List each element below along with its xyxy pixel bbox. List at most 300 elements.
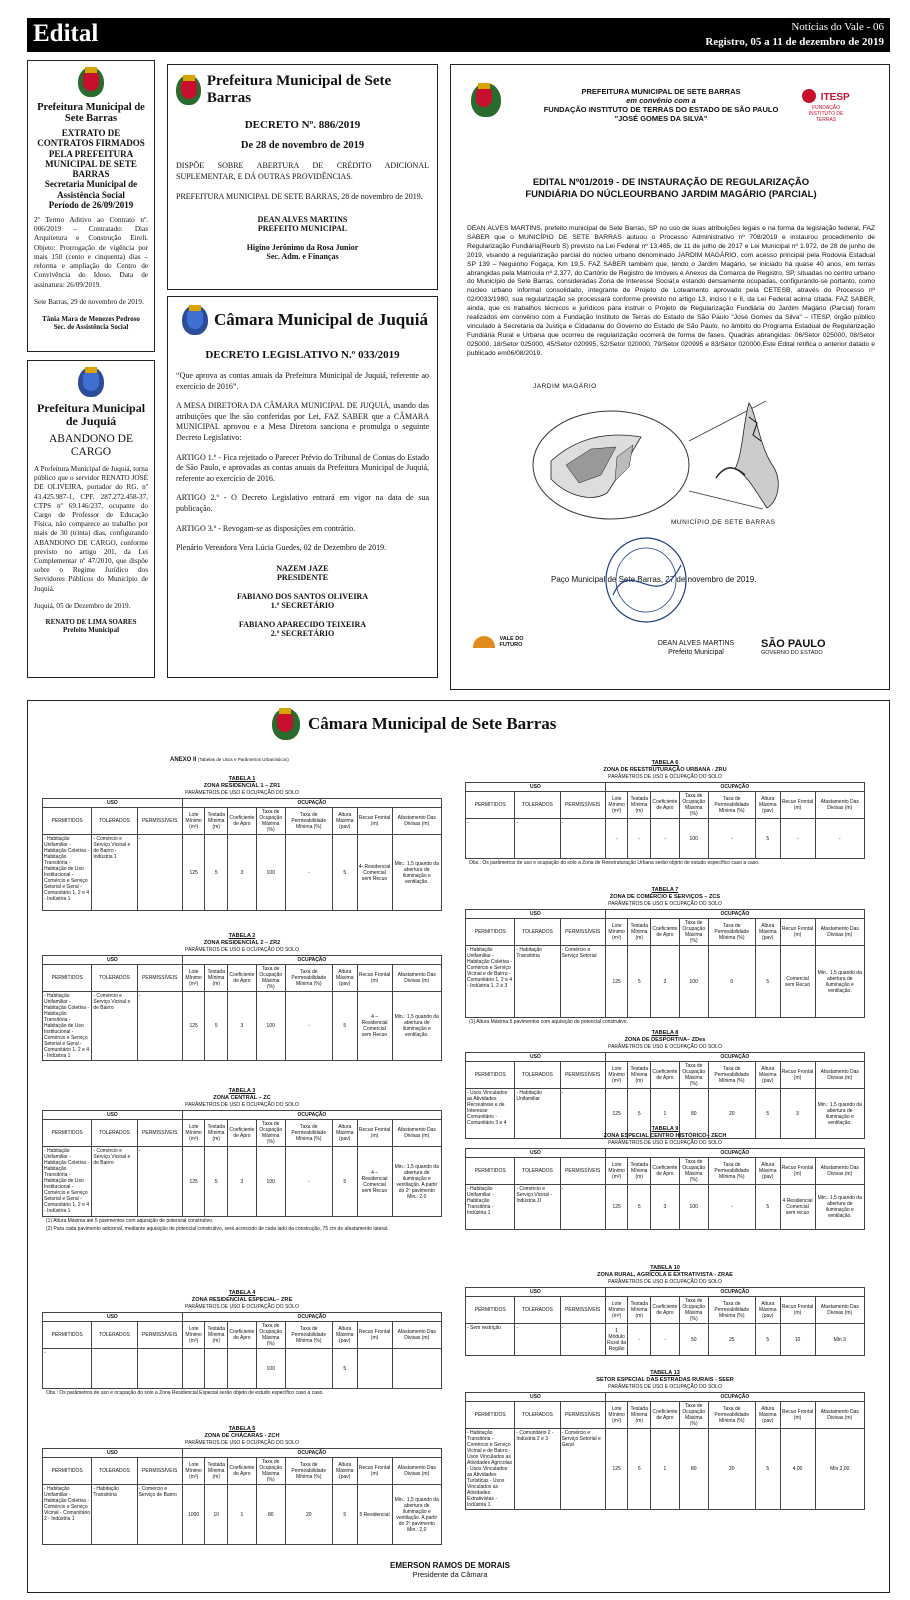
header-line: em convênio com a xyxy=(626,96,696,105)
location-map xyxy=(521,383,831,533)
table-cell: - Comércio e Serviço Vicinal e de Bairro xyxy=(92,1147,137,1217)
column-header: Testada Mínima (m) xyxy=(205,1120,228,1147)
legislative-decree-033-notice xyxy=(167,296,438,678)
table-cell: - Comércio e Serviço de Bairro xyxy=(137,1485,182,1545)
column-header: Recuo Frontal (m) xyxy=(357,1458,392,1485)
signer-role: PREFEITO MUNICIPAL xyxy=(257,223,348,233)
column-header: Coeficiente de Apro xyxy=(651,1297,680,1324)
column-header: Testada Mínima (m) xyxy=(205,965,228,992)
vale-logo-icon xyxy=(473,636,495,648)
table-cell: - Habitação Transitória - Comércio e Serviço Vicinal e de Bairro - Usos Vinculados as Atividades Agrícolas - Usos Vinculados as Atividades Turísticas - Usos Vinculados as Atividades Extrativistas - Indústria 1 xyxy=(466,1429,515,1510)
table-cell: - Comércio e Serviço Vicinal e de Bairro - Indústria 1 xyxy=(92,835,137,911)
itesp-logo-text: ITESP xyxy=(820,92,850,103)
table-cell: 100 xyxy=(256,835,285,911)
column-header: Taxa de Ocupação Máxima (%) xyxy=(679,919,708,946)
table-row xyxy=(43,835,442,911)
table-cell xyxy=(228,1349,257,1389)
column-header: Testada Mínima (m) xyxy=(628,1297,651,1324)
table-cell xyxy=(92,1349,137,1389)
table-cell: - xyxy=(285,835,332,911)
column-header: PERMISSÍVEIS xyxy=(560,1297,605,1324)
table-cell: 4,00 xyxy=(780,1429,815,1510)
table-cell: - xyxy=(780,819,815,859)
table-cell: 80 xyxy=(679,1429,708,1510)
edition-date: Registro, 05 a 11 de dezembro de 2019 xyxy=(705,36,884,48)
table-cell: - Comércio e Serviço Vicinal e de Bairro xyxy=(92,992,137,1061)
decree-article: ARTIGO 1.º - Fica rejeitado o Parecer Prévio do Tribunal de Contas do Estado de São Paulo, e aprovadas as contas anuais da Prefeitura Municipal de Juquiá, referente ao exercício de 2016. xyxy=(176,452,429,483)
table-cell: - xyxy=(560,1185,605,1230)
table-cell: - xyxy=(137,1147,182,1217)
column-header: Taxa de Ocupação Máxima (%) xyxy=(256,965,285,992)
table-number: TABELA 8 xyxy=(651,1030,679,1036)
column-header: TOLERADOS xyxy=(515,1062,560,1089)
decree-date: De 28 de novembro de 2019 xyxy=(240,140,365,151)
table-row xyxy=(466,946,865,1018)
zone-name: ZONA DE COMÉRCIO E SERVIÇOS – ZCS xyxy=(609,894,721,900)
column-header: PERMISSÍVEIS xyxy=(560,1402,605,1429)
column-header: PERMISSÍVEIS xyxy=(137,1458,182,1485)
signer-role: Sec. Adm. e Finanças xyxy=(266,251,339,261)
table-cell: 25 xyxy=(708,1324,755,1356)
table-cell: 125 xyxy=(182,992,205,1061)
column-header: Lote Mínimo (m²) xyxy=(605,1297,628,1324)
zoning-table xyxy=(42,798,442,911)
table-cell xyxy=(392,1349,441,1389)
decree-886-notice xyxy=(167,64,438,290)
table-cell: 5 xyxy=(332,1349,357,1389)
coat-of-arms-icon xyxy=(78,367,104,397)
table-cell: 125 xyxy=(605,1429,628,1510)
table-title xyxy=(42,1426,442,1447)
header-line: "JOSÉ GOMES DA SILVA" xyxy=(614,114,708,123)
column-header: Coeficiente de Apro xyxy=(228,1120,257,1147)
signer-name: EMERSON RAMOS DE MORAIS xyxy=(389,1561,510,1570)
table-note: (2) Para cada pavimento adicional, mediante aquisição de potencial construtivo, será acrescido de cada lado da construção, 75 cm de afastamento lateral. xyxy=(46,1226,389,1232)
annex-subtitle: (Tabelas de Usos e Parâmetros Urbanísticos) xyxy=(198,757,289,762)
table-subtitle: PARÂMETROS DE USO E OCUPAÇÃO DO SOLO xyxy=(608,901,722,907)
signer-role: 1.º SECRETÁRIO xyxy=(270,600,335,610)
group-header: OCUPAÇÃO xyxy=(182,799,441,808)
column-header: Taxa de Permeabilidade Mínima (%) xyxy=(708,919,755,946)
column-header: Taxa de Permeabilidade Mínima (%) xyxy=(708,1062,755,1089)
decree-summary: DISPÕE SOBRE ABERTURA DE CRÉDITO ADICIONAL SUPLEMENTAR, E DÁ OUTRAS PROVIDÊNCIAS. xyxy=(176,161,429,181)
zoning-table xyxy=(42,1448,442,1545)
column-header: PERMITIDOS xyxy=(43,808,92,835)
notice-place: Sete Barras, 29 de novembro de 2019. xyxy=(34,297,144,306)
zoning-table xyxy=(465,1287,865,1356)
table-title xyxy=(465,1370,865,1391)
table-cell: - Habitação Unifamiliar - Habitação Coletiva - Habitação Transitória - Habitação de Uso Institucional - Comércio e Serviço Setorial e Geral - Comunitário 1, 2 e 4 - Indústria 1 xyxy=(43,1147,92,1217)
map-label: JARDIM MAGÁRIO xyxy=(533,383,597,390)
column-header: Altura Máxima (pav) xyxy=(332,808,357,835)
edital-title: EDITAL Nº01/2019 - DE INSTAURAÇÃO DE REGULARIZAÇÃO FUNDIÁRIA DO NÚCLEOURBANO JARDIM MAGÁRIO (PARCIAL) xyxy=(525,177,817,200)
group-header: USO xyxy=(466,1393,606,1402)
signer-role: PRESIDENTE xyxy=(276,572,329,582)
table-cell: - Comércio e Serviço Vicinal - Indústria 1I xyxy=(515,1185,560,1230)
coat-of-arms-icon xyxy=(182,305,208,335)
column-header: PERMISSÍVEIS xyxy=(560,1158,605,1185)
column-header: Taxa de Permeabilidade Mínima (%) xyxy=(285,1120,332,1147)
table-cell: - xyxy=(628,1324,651,1356)
table-cell: 100 xyxy=(256,1147,285,1217)
table-cell: - xyxy=(651,1324,680,1356)
table-row xyxy=(466,1429,865,1510)
table-cell: 125 xyxy=(605,1185,628,1230)
table-title xyxy=(42,933,442,954)
column-header: TOLERADOS xyxy=(92,965,137,992)
table-cell: - Habitação Transitória xyxy=(515,946,560,1018)
column-header: PERMISSÍVEIS xyxy=(560,792,605,819)
table-cell: 125 xyxy=(605,946,628,1018)
table-cell: 20 xyxy=(708,1429,755,1510)
table-cell: - Habitação Unifamiliar - Habitação Coletiva - Habitação Transitória - Habitação de Uso Institucional - Comércio e Serviço Setorial e Geral - Comunitário 1, 2 e 4 - Indústria 1 xyxy=(43,992,92,1061)
table-cell: - xyxy=(560,1324,605,1356)
zone-name: ZONA CENTRAL – ZC xyxy=(213,1095,271,1101)
column-header: Lote Mínimo (m²) xyxy=(605,1062,628,1089)
column-header: Altura Máxima (pav) xyxy=(755,1297,780,1324)
org-name: Câmara Municipal de Juquiá xyxy=(214,310,428,329)
table-cell: - xyxy=(515,819,560,859)
table-cell: - xyxy=(285,992,332,1061)
table-cell: 100 xyxy=(256,1349,285,1389)
column-header: Testada Mínima (m) xyxy=(628,792,651,819)
decree-article: ARTIGO 2.º - O Decreto Legislativo entrará em vigor na data de sua publicação. xyxy=(176,493,429,513)
logo-text: SÃO PAULO xyxy=(761,638,826,650)
column-header: Lote Mínimo (m²) xyxy=(182,1120,205,1147)
table-cell: 3 xyxy=(780,1089,815,1139)
column-header: Altura Máxima (pav) xyxy=(755,792,780,819)
table-number: TABELA 7 xyxy=(651,887,679,893)
notice-period: Período de 26/09/2019 xyxy=(48,200,134,211)
signer-name: Tânia Mara de Menezes Pedroso xyxy=(42,314,140,323)
annex-title xyxy=(170,757,289,763)
zone-name: ZONA RESIDENCIAL 1 – ZR1 xyxy=(203,783,281,789)
group-header: USO xyxy=(43,1313,183,1322)
column-header: Afastamento Das Divisas (m) xyxy=(392,1120,441,1147)
column-header: TOLERADOS xyxy=(92,1458,137,1485)
column-header: TOLERADOS xyxy=(515,792,560,819)
table-cell: 5 xyxy=(205,1147,228,1217)
org-name: Prefeitura Municipal de Sete Barras xyxy=(206,73,392,106)
table-cell: Min.: 1,5 quando da abertura de iluminação e ventilação. xyxy=(815,946,864,1018)
group-header: OCUPAÇÃO xyxy=(605,1288,864,1297)
table-number: TABELA 4 xyxy=(228,1290,256,1296)
table-subtitle: PARÂMETROS DE USO E OCUPAÇÃO DO SOLO xyxy=(185,1304,299,1310)
table-cell xyxy=(205,1349,228,1389)
table-cell: 5 xyxy=(628,946,651,1018)
org-name: Prefeitura Municipal de Juquiá xyxy=(36,401,146,428)
notice-title: ABANDONO DE CARGO xyxy=(48,433,133,458)
column-header: TOLERADOS xyxy=(92,1322,137,1349)
logo-text: VALE DO xyxy=(499,635,524,642)
column-header: Recuo Frontal (m) xyxy=(780,1062,815,1089)
table-note: Obs.: Os parâmetros de uso e ocupação do solo a Zona de Reestruturação Urbana serão objeto de estudo específico caso a caso. xyxy=(469,860,760,866)
signer-name: DEAN ALVES MARTINS xyxy=(657,640,735,647)
table-title xyxy=(42,1088,442,1109)
zoning-table xyxy=(42,1312,442,1389)
annex-header xyxy=(272,708,556,740)
column-header: Afastamento Das Divisas (m) xyxy=(392,965,441,992)
column-header: Taxa de Ocupação Máxima (%) xyxy=(679,1062,708,1089)
group-header: USO xyxy=(466,783,606,792)
table-cell: 1 Módulo Rural da Região xyxy=(605,1324,628,1356)
column-header: Altura Máxima (pav) xyxy=(332,965,357,992)
zoning-table xyxy=(465,1148,865,1230)
table-cell: 20 xyxy=(285,1485,332,1545)
column-header: PERMISSÍVEIS xyxy=(137,965,182,992)
column-header: Taxa de Permeabilidade Mínima (%) xyxy=(285,808,332,835)
column-header: Afastamento Das Divisas (m) xyxy=(815,1297,864,1324)
table-subtitle: PARÂMETROS DE USO E OCUPAÇÃO DO SOLO xyxy=(608,1384,722,1390)
signer-role: Prefeito Municipal xyxy=(668,649,724,656)
column-header: Testada Mínima (m) xyxy=(628,919,651,946)
table-cell: - xyxy=(137,835,182,911)
column-header: Recuo Frontal (m) xyxy=(780,1297,815,1324)
table-subtitle: PARÂMETROS DE USO E OCUPAÇÃO DO SOLO xyxy=(608,1044,722,1050)
column-header: Testada Mínima (m) xyxy=(205,808,228,835)
decree-paragraph: “Que aprova as contas anuais da Prefeitura Municipal de Juquiá, referente ao exercício de 2016”. xyxy=(176,371,429,391)
column-header: PERMISSÍVEIS xyxy=(137,808,182,835)
signer-role: Prefeito Municipal xyxy=(62,626,120,635)
table-cell: 5 xyxy=(755,946,780,1018)
group-header: OCUPAÇÃO xyxy=(182,1313,441,1322)
column-header: Taxa de Permeabilidade Mínima (%) xyxy=(285,1322,332,1349)
column-header: Afastamento Das Divisas (m) xyxy=(815,792,864,819)
table-cell: - xyxy=(628,819,651,859)
column-header: Testada Mínima (m) xyxy=(205,1322,228,1349)
column-header: Testada Mínima (m) xyxy=(628,1062,651,1089)
column-header: Altura Máxima (pav) xyxy=(755,1062,780,1089)
table-cell: 5 xyxy=(755,1324,780,1356)
table-cell xyxy=(182,1349,205,1389)
signer-name: DEAN ALVES MARTINS xyxy=(257,214,348,224)
table-cell: 5 xyxy=(755,1089,780,1139)
table-number: TABELA 13 xyxy=(650,1370,680,1376)
table-cell: 5 xyxy=(332,835,357,911)
table-cell: - Habitação Unifamiliar - Habitação Coletiva - Comércio e Serviço Vicinal - Comunitário 2 - Indústria 1 xyxy=(43,1485,92,1545)
column-header: Taxa de Ocupação Máxima (%) xyxy=(256,808,285,835)
group-header: USO xyxy=(466,1288,606,1297)
table-cell: 100 xyxy=(679,946,708,1018)
table-cell: 100 xyxy=(679,819,708,859)
column-header: Testada Mínima (m) xyxy=(628,1402,651,1429)
table-cell: 5 xyxy=(755,1185,780,1230)
table-title xyxy=(42,776,442,797)
table-note: Obs.: Os parâmetros de uso e ocupação do solo a Zona Residencial Especial serão objeto de estudo específico caso a caso. xyxy=(46,1390,324,1396)
table-cell: - xyxy=(708,1185,755,1230)
column-header: Coeficiente de Apro xyxy=(651,792,680,819)
column-header: Coeficiente de Apro xyxy=(651,919,680,946)
decree-article: ARTIGO 3.º - Revogam-se as disposições em contrário. xyxy=(176,523,356,533)
group-header: OCUPAÇÃO xyxy=(182,1449,441,1458)
table-cell: 125 xyxy=(605,1089,628,1139)
table-row xyxy=(466,1324,865,1356)
table-cell: 100 xyxy=(256,992,285,1061)
group-header: OCUPAÇÃO xyxy=(182,1111,441,1120)
column-header: Taxa de Permeabilidade Mínima (%) xyxy=(285,1458,332,1485)
table-cell: 10 xyxy=(780,1324,815,1356)
column-header: PERMITIDOS xyxy=(466,919,515,946)
table-cell: - Habitação Unifamiliar - Habitação Transitória - Indústria 1 xyxy=(466,1185,515,1230)
edital-signer xyxy=(641,639,751,657)
table-cell: 5 xyxy=(628,1185,651,1230)
table-cell: - Habitação Unifamiliar xyxy=(515,1089,560,1139)
coat-of-arms-icon xyxy=(471,83,501,117)
zoning-table xyxy=(42,1110,442,1217)
table-number: TABELA 10 xyxy=(650,1265,680,1271)
signer-name: NAZEM JAZE xyxy=(276,563,329,573)
table-cell: - Sem restrição xyxy=(466,1324,515,1356)
table-cell: - xyxy=(285,1147,332,1217)
column-header: Taxa de Permeabilidade Mínima (%) xyxy=(708,1297,755,1324)
table-cell: - xyxy=(605,819,628,859)
column-header: PERMISSÍVEIS xyxy=(137,1120,182,1147)
group-header: OCUPAÇÃO xyxy=(605,1149,864,1158)
column-header: PERMITIDOS xyxy=(466,1297,515,1324)
notice-subtitle: Secretaria Municipal de Assistência Social xyxy=(44,179,138,200)
table-cell: - Habitação Unifamiliar - Habitação Coletiva - Habitação Transitória - Habitação de Uso Institucional - Comércio e Serviço Setorial e Geral - Comunitário 1, 2 e 4 - Indústria 1 xyxy=(43,835,92,911)
table-cell: 5 xyxy=(628,1089,651,1139)
column-header: Altura Máxima (pav) xyxy=(755,1402,780,1429)
column-header: Coeficiente de Apro xyxy=(651,1402,680,1429)
notice-place: Juquiá, 05 de Dezembro de 2019. xyxy=(34,601,131,610)
column-header: TOLERADOS xyxy=(515,1402,560,1429)
column-header: Lote Mínimo (m²) xyxy=(605,919,628,946)
column-header: Taxa de Ocupação Máxima (%) xyxy=(256,1120,285,1147)
header-line: PREFEITURA MUNICIPAL DE SETE BARRAS xyxy=(581,87,741,96)
column-header: Recuo Frontal (m) xyxy=(357,808,392,835)
stamp-drawing xyxy=(601,535,691,625)
column-header: Lote Mínimo (m²) xyxy=(182,1322,205,1349)
table-cell: 4 Residencial Comercial sem recuo xyxy=(780,1185,815,1230)
newspaper-section: Notícias do Vale - 06 xyxy=(791,21,884,33)
column-header: Coeficiente de Apro xyxy=(228,1458,257,1485)
column-header: Coeficiente de Apro xyxy=(651,1158,680,1185)
column-header: TOLERADOS xyxy=(92,1120,137,1147)
table-number: TABELA 6 xyxy=(651,760,679,766)
edital-body: DEAN ALVES MARTINS, prefeito municipal de Sete Barras, SP no uso de suas atribuições legais e na forma da legislação federal, FAZ SABER que o MUNICÍPIO DE SETE BARRAS autuou o Processo Administrativo nº 708/2019 e instaurou procedimento de Regularização Fundiária(Reurb S) previsto na Lei Federal nº 13.465, de 11 de julho de 2017 e Lei Municipal nº 1.972, de 28 de junho de 2019, visando a regularização parcial do núcleo urbano denominado JARDIM MAGÁRIO, com acesso principal pela Rodovia Estadual SP 139 – Neguinho Fogaça, Km 19,5. FAZ SABER também que, tendo o Jardim Magário, se iniciado há quase 40 anos, em terras abrangidas pela Matrícula nº 2.377, do Cartório de Registro de Imóveis e Anexos da Comarca de Registro, SP, situadas no centro urbano do Município de Sete Barras, consideradas Zona de Interesse Social,e estando densamente ocupadas, configurando-se portanto, como núcleo urbano informal consolidado, integrante de Projeto de Loteamento aprovado pela CETESB, através do Processo nº 02/0033/1980, sua regularização se processará conforme previsto no artigo 13, inciso I e II, da Lei Federal acima citada. FAZ SABER, ainda, que os trabalhos técnicos e jurídicos para instruir o Projeto de Regularização Fundiária do Jardim Magário (Parcial) foram realizados em convênio com a Fundação Instituto de Terras do Estado de São Paulo "José Gomes da Silva" – ITESP, órgão público vinculado à Secretaria da Justiça e Cidadania do Governo do Estado de São Paulo, no âmbito do Programa Estadual de Regularização Fundiária Rural e Urbana que ocorreu de regularização ocorrerá de forma de fases. Quadras abrangidas: 06/Setor 025000, 08/Setor 025000, 18/Setor 025000, 45/Setor 020995, 52/Setor 020000, 79/Setor 020995 e 83/Setor 020000.Este Edital retifica o anterior datado e publicado em06/08/2019. xyxy=(467,225,875,357)
column-header: Taxa de Ocupação Máxima (%) xyxy=(679,1297,708,1324)
column-header: Afastamento Das Divisas (m) xyxy=(815,919,864,946)
column-header: Coeficiente de Apro xyxy=(228,965,257,992)
table-cell: 1 xyxy=(228,1485,257,1545)
column-header: Lote Mínimo (m²) xyxy=(605,792,628,819)
table-cell: 80 xyxy=(256,1485,285,1545)
column-header: Recuo Frontal (m) xyxy=(357,965,392,992)
table-row xyxy=(466,819,865,859)
column-header: Testada Mínima (m) xyxy=(205,1458,228,1485)
decree-place: Plenário Vereadora Vera Lúcia Guedes, 02 de Dezembro de 2019. xyxy=(176,543,387,553)
table-cell: - Comércio e Serviço Setorial e Geral xyxy=(560,1429,605,1510)
group-header: USO xyxy=(466,1053,606,1062)
extract-contracts-notice xyxy=(27,60,155,352)
table-cell: 50 xyxy=(679,1324,708,1356)
column-header: Altura Máxima (pav) xyxy=(755,1158,780,1185)
table-cell: 5 xyxy=(755,1429,780,1510)
table-subtitle: PARÂMETROS DE USO E OCUPAÇÃO DO SOLO xyxy=(185,1440,299,1446)
table-title xyxy=(465,887,865,908)
group-header: OCUPAÇÃO xyxy=(182,956,441,965)
group-header: OCUPAÇÃO xyxy=(605,1053,864,1062)
table-cell: Min.: 1,5 quando da abertura de iluminação e ventilação. xyxy=(815,1185,864,1230)
table-title xyxy=(465,1030,865,1051)
column-header: Lote Mínimo (m²) xyxy=(182,1458,205,1485)
zone-name: ZONA RESIDENCIAL 2 – ZR2 xyxy=(203,940,281,946)
signer-role: Presidente da Câmara xyxy=(412,1570,488,1579)
group-header: USO xyxy=(43,799,183,808)
column-header: Lote Mínimo (m²) xyxy=(182,808,205,835)
map-label: MUNICÍPIO DE SETE BARRAS xyxy=(671,519,776,526)
table-cell: 5 xyxy=(205,835,228,911)
column-header: Recuo Frontal (m) xyxy=(780,792,815,819)
column-header: Coeficiente de Apro xyxy=(228,1322,257,1349)
table-cell: 5 xyxy=(332,1485,357,1545)
column-header: PERMISSÍVEIS xyxy=(137,1322,182,1349)
annex-org-title: Câmara Municipal de Sete Barras xyxy=(308,714,557,733)
column-header: Taxa de Permeabilidade Mínima (%) xyxy=(708,1402,755,1429)
zoning-table xyxy=(465,1392,865,1510)
table-cell: 125 xyxy=(182,1147,205,1217)
table-cell: - xyxy=(560,1089,605,1139)
column-header: Afastamento Das Divisas (m) xyxy=(392,808,441,835)
table-cell: 4 – Residencial Comercial sem Recuo xyxy=(357,992,392,1061)
group-header: USO xyxy=(466,910,606,919)
table-cell: - Habitação Unifamiliar - Habitação Coletiva - Comércio e Serviço Vicinal e de Bairro - Comunitário 1, 2 e 4 - Indústria 1, 2 e 3 xyxy=(466,946,515,1018)
table-cell: Min.: 1,5 quando da abertura de iluminação e ventilação. xyxy=(392,992,441,1061)
column-header: Afastamento Das Divisas (m) xyxy=(815,1402,864,1429)
column-header: Taxa de Permeabilidade Mínima (%) xyxy=(708,792,755,819)
column-header: Taxa de Ocupação Máxima (%) xyxy=(256,1322,285,1349)
table-cell: 4 – Residencial Comercial sem Recuo xyxy=(357,1147,392,1217)
coat-of-arms-icon xyxy=(272,708,300,740)
table-cell: Comercial sem Recuo xyxy=(780,946,815,1018)
column-header: Taxa de Ocupação Máxima (%) xyxy=(679,792,708,819)
coat-of-arms-icon xyxy=(176,75,201,105)
signer-name: RENATO DE LIMA SOARES xyxy=(45,618,137,627)
column-header: Taxa de Ocupação Máxima (%) xyxy=(679,1402,708,1429)
column-header: Altura Máxima (pav) xyxy=(755,919,780,946)
column-header: Taxa de Ocupação Máxima (%) xyxy=(679,1158,708,1185)
table-cell: 4- Residencial Comercial sem Recuo xyxy=(357,835,392,911)
logo-text: GOVERNO DO ESTADO xyxy=(761,650,823,656)
table-number: TABELA 3 xyxy=(228,1088,256,1094)
header-line: FUNDAÇÃO INSTITUTO DE TERRAS DO ESTADO DE SÃO PAULO xyxy=(543,105,779,114)
signer-role: Sec. de Assistência Social xyxy=(53,322,129,331)
table-cell: 3 xyxy=(228,992,257,1061)
group-header: USO xyxy=(466,1149,606,1158)
zoning-table xyxy=(42,955,442,1061)
table-cell: 5 xyxy=(205,992,228,1061)
column-header: Testada Mínima (m) xyxy=(628,1158,651,1185)
column-header: PERMISSÍVEIS xyxy=(560,919,605,946)
table-cell xyxy=(285,1349,332,1389)
column-header: PERMISSÍVEIS xyxy=(560,1062,605,1089)
column-header: Afastamento Das Divisas (m) xyxy=(815,1158,864,1185)
column-header: Taxa de Ocupação Máxima (%) xyxy=(256,1458,285,1485)
zone-name: ZONA RURAL, AGRÍCOLA E EXTRATIVISTA - ZRAE xyxy=(597,1272,733,1278)
sao-paulo-logo xyxy=(761,639,871,656)
column-header: TOLERADOS xyxy=(515,1297,560,1324)
table-cell: - xyxy=(466,819,515,859)
table-title xyxy=(42,1290,442,1311)
table-cell: 5 xyxy=(628,1429,651,1510)
column-header: Lote Mínimo (m²) xyxy=(605,1158,628,1185)
edital-place: Paço Municipal de Sete Barras, 27 de novembro de 2019. xyxy=(551,575,757,584)
column-header: TOLERADOS xyxy=(515,919,560,946)
signer-role: 2.º SECRETÁRIO xyxy=(270,628,335,638)
map-drawing xyxy=(521,383,831,533)
column-header: Taxa de Permeabilidade Mínima (%) xyxy=(285,965,332,992)
